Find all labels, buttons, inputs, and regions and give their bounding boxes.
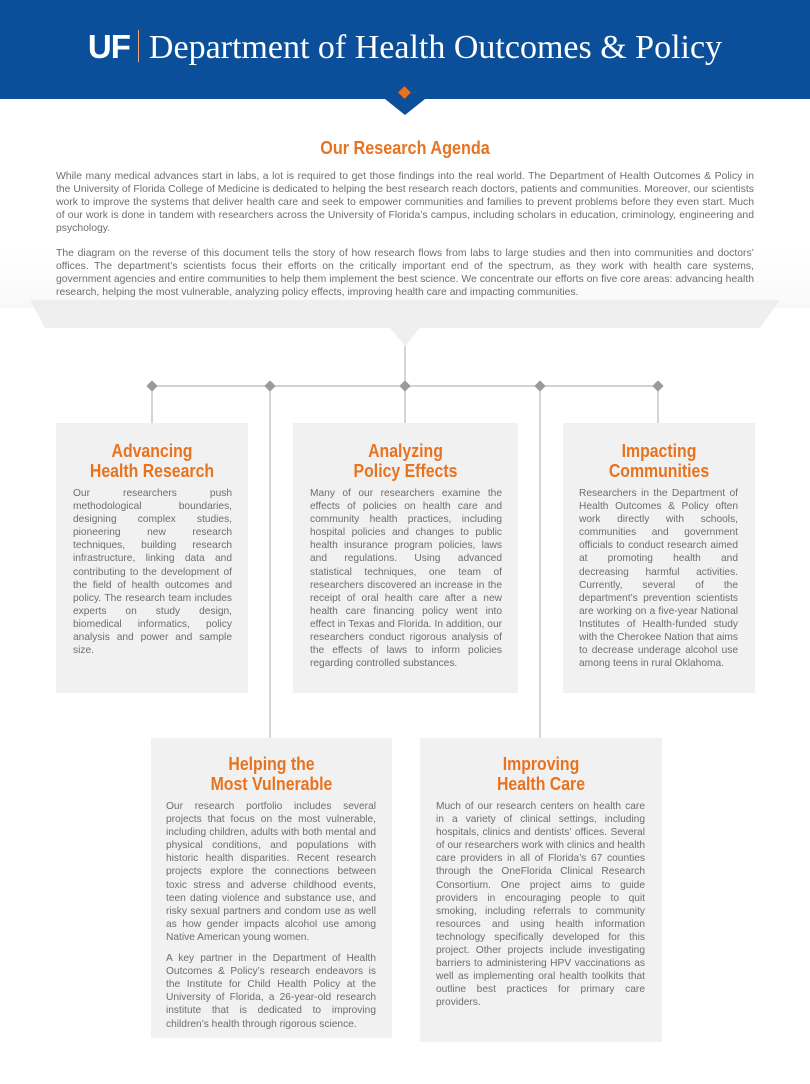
- card-body: Our researchers push methodological boundaries, designing complex studies, pioneering new research techniques, building research infrastructure, linking data and contributing to the development of the field of health outcomes and policy. The research team includes experts on study design, biomedical informatics, policy analysis and power and sample size.: [73, 488, 232, 657]
- card-title-line: Policy Effects: [353, 461, 458, 481]
- card-title-line: Analyzing: [368, 441, 443, 461]
- card-body: Much of our research centers on health care in a variety of clinical settings, including hospitals, clinics and dentists’ offices. Several of our researchers work with clinics and health care providers in all of Florida’s 67 counties through the OneFlorida Clinical Research Consortium. One project aims to guide providers in encouraging people to quit smoking, including referrals to community resources and using health information technology specifically developed for this project. Other projects include investigating barriers to administering HPV vaccinations as well as implementing oral health toolkits that outline best practices for primary care providers.: [436, 801, 645, 1009]
- card-title: [575, 441, 744, 481]
- connector-node-icon: [652, 380, 663, 391]
- card-title-line: Health Research: [89, 461, 215, 481]
- connector-node-icon: [534, 380, 545, 391]
- card-title: [435, 754, 648, 794]
- card-impacting-communities: [563, 423, 755, 693]
- card-advancing-health-research: [56, 423, 248, 693]
- card-title-line: Impacting: [621, 441, 697, 461]
- connector-node-icon: [264, 380, 275, 391]
- card-body: Our research portfolio includes several projects that focus on the most vulnerable, including children, adults with both mental and physical conditions, and populations with historic health disparities. Recent research projects explore the connections between toxic stress and adverse childhood events, teen dating violence and substance use, and risky sexual partners and condom use as well as how gender impacts alcohol use among Native American young women.: [166, 801, 376, 943]
- card-title-line: Most Vulnerable: [210, 774, 333, 794]
- card-title: [307, 441, 505, 481]
- intro-paragraph-1: While many medical advances start in labs, a lot is required to get those findings into the real world. The Department of Health Outcomes & Policy in the University of Florida College of Medicine is dedicated to helping the best research reach doctors, patients and communities. Moreover, our scientists work to improve the systems that deliver health care and seek to empower communities and families to prevent problems before they even start. Much of our work is done in tandem with researchers across the University of Florida’s campus, including scholars in education, criminology, engineering and psychology.: [56, 171, 754, 234]
- card-title-line: Improving: [502, 754, 580, 774]
- card-body: Many of our researchers examine the effects of policies on health care and community health practices, including hospital policies and changes to public health insurance program policies, laws and regulations. Using advanced statistical techniques, one team of researchers discovered an increase in the receipt of oral health care after a new health care financing policy went into effect in Texas and Florida. In addition, our researchers conduct rigorous analysis of the effects of laws to inform policies regarding controlled substances.: [310, 488, 502, 670]
- card-body: Researchers in the Department of Health Outcomes & Policy often work directly with schools, communities and government officials to conduct research aimed at promoting health and decreasing harmful activities. Currently, several of the department’s prevention scientists are working on a five-year National Institutes of Health-funded study with the Cherokee Nation that aims to decrease underage alcohol use among teens in rural Oklahoma.: [579, 488, 738, 670]
- card-title-line: Communities: [608, 461, 710, 481]
- card-title: [68, 441, 237, 481]
- card-improving-health-care: [420, 738, 662, 1042]
- intro-paragraph-2: The diagram on the reverse of this document tells the story of how research flows from labs to large studies and then into communities and doctors’ offices. The department’s scientists focus their efforts on the critically important end of the spectrum, as they work with health care systems, government agencies and entire communities to help them implement the best science. We concentrate our efforts on five core areas: advancing health research, helping the most vulnerable, analyzing policy effects, improving health care and impacting communities.: [56, 248, 754, 298]
- card-helping-most-vulnerable: [151, 738, 392, 1038]
- card-analyzing-policy-effects: [293, 423, 518, 693]
- connector-node-icon: [399, 380, 410, 391]
- card-body: A key partner in the Department of Health Outcomes & Policy’s research endeavors is the Institute for Child Health Policy at the University of Florida, a 26-year-old research institute that is dedicated to improving children’s health through rigorous science.: [166, 953, 376, 1030]
- uf-logo: UF: [87, 28, 130, 65]
- card-title-line: Health Care: [496, 774, 586, 794]
- department-name: Department of Health Outcomes & Policy: [148, 29, 723, 66]
- agenda-title: Our Research Agenda: [320, 138, 490, 158]
- card-title-line: Advancing: [111, 441, 193, 461]
- card-title-line: Helping the: [228, 754, 315, 774]
- connector-node-icon: [146, 380, 157, 391]
- card-title: [165, 754, 377, 794]
